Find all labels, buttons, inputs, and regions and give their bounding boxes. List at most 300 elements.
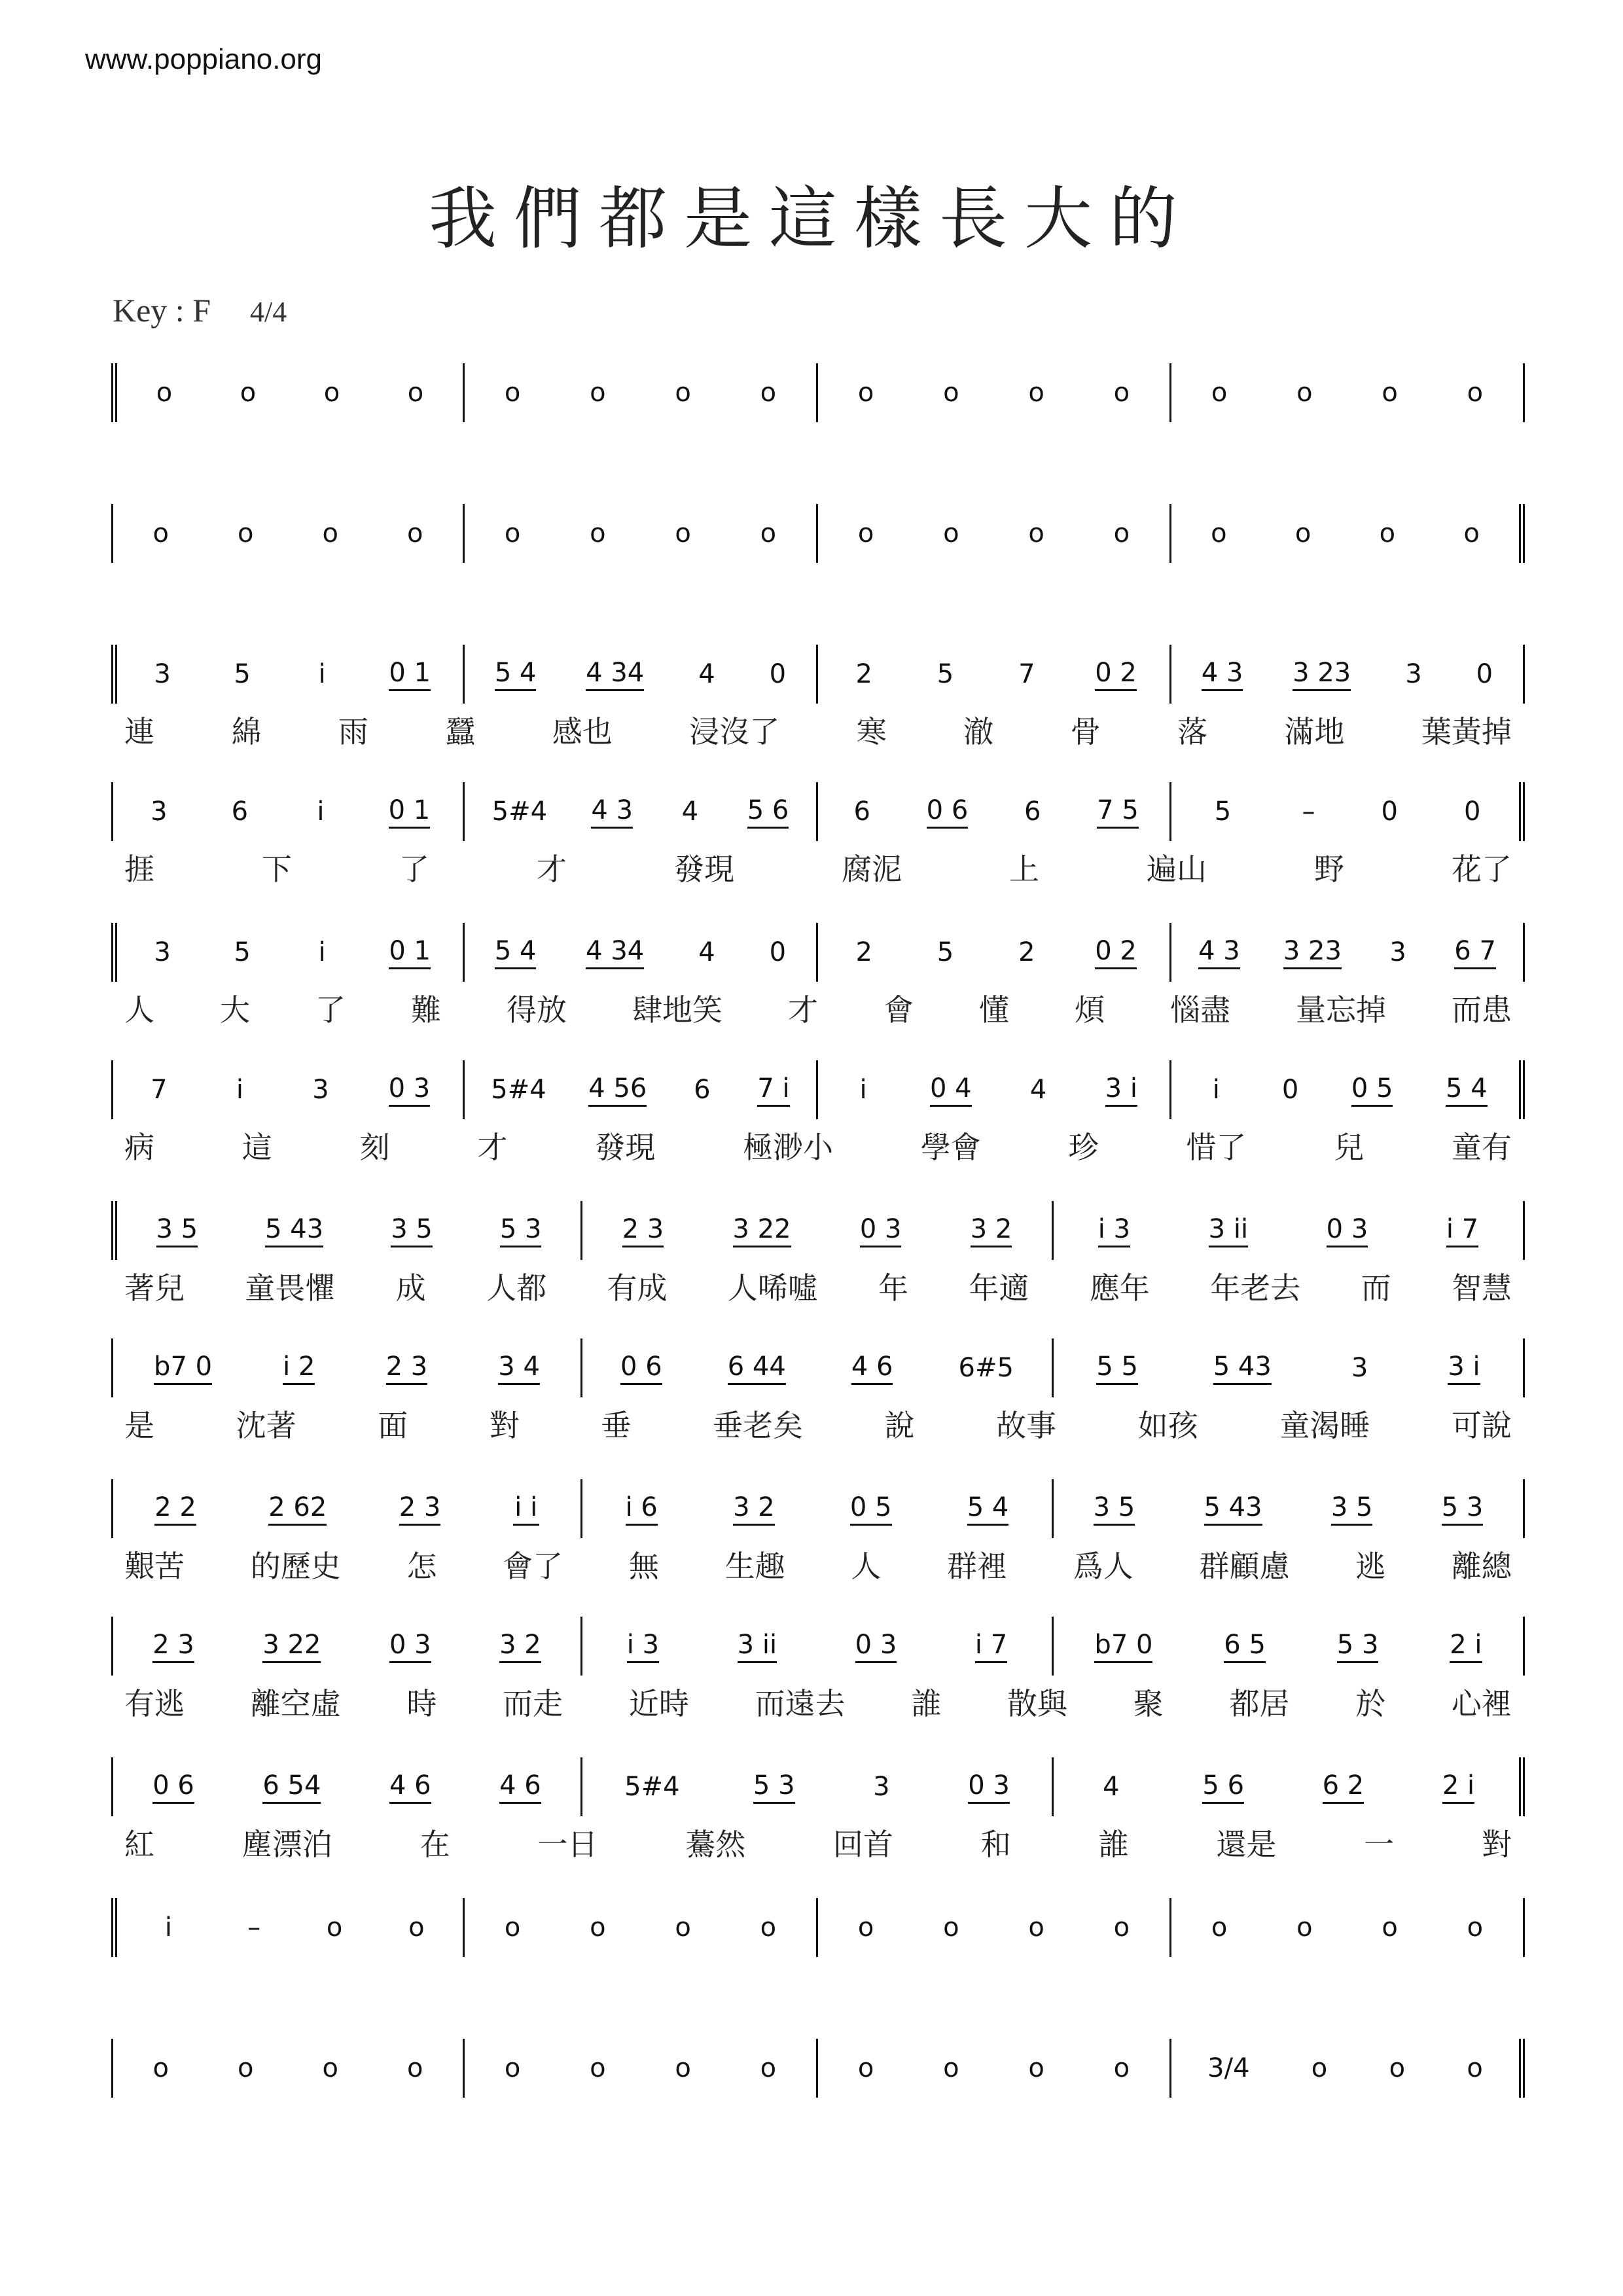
lyric-word: 近時	[628, 1686, 689, 1721]
lyric-word: 童渴睡	[1279, 1408, 1370, 1443]
lyric-word: 一	[1364, 1827, 1395, 1862]
lyric-word: 而	[1361, 1270, 1391, 1306]
lyric-word: 綿	[231, 714, 262, 749]
note: 4 34	[586, 658, 644, 691]
note: o	[1467, 1912, 1484, 1943]
note: 0 2	[1095, 658, 1137, 691]
note: i 3	[627, 1630, 659, 1663]
lyric-word: 難	[411, 992, 441, 1028]
note: i	[859, 1075, 867, 1105]
lyric-word: 有逃	[124, 1686, 185, 1721]
note: o	[1311, 2053, 1328, 2083]
note: 3 5	[156, 1214, 198, 1247]
lyric-word: 下	[262, 852, 292, 887]
note: o	[1382, 378, 1398, 408]
note: 4	[681, 797, 699, 827]
note: o	[760, 1912, 777, 1943]
score-system	[111, 1757, 1525, 1869]
note: o	[1296, 1912, 1313, 1943]
lyric-word: 才	[477, 1130, 508, 1165]
note: 0 1	[389, 795, 431, 829]
lyric-word: 落	[1177, 714, 1208, 749]
note: o	[590, 518, 606, 548]
lyric-word: 於	[1355, 1686, 1386, 1721]
notes-row	[111, 1898, 1525, 1957]
note: 0 3	[968, 1770, 1010, 1804]
lyric-word: 年	[878, 1270, 909, 1306]
note: o	[943, 378, 959, 408]
score-system	[111, 504, 1525, 563]
lyric-word: 而遠去	[755, 1686, 846, 1721]
note: i 2	[283, 1352, 315, 1385]
note: o	[1389, 2053, 1406, 2083]
measure	[818, 1060, 1171, 1119]
measure	[818, 2039, 1171, 2098]
note: 0	[769, 937, 787, 967]
note: 3 ii	[1209, 1214, 1248, 1247]
lyric-word: 塵漂泊	[241, 1827, 332, 1862]
lyrics-line	[111, 1119, 1525, 1172]
lyric-word: 人都	[486, 1270, 547, 1306]
note: 6	[694, 1075, 711, 1105]
lyric-word: 了	[399, 852, 429, 887]
note: 2 2	[154, 1492, 196, 1526]
note: 3 2	[971, 1214, 1012, 1247]
measure	[1054, 1479, 1525, 1538]
note: 0 3	[855, 1630, 897, 1663]
note: 6 7	[1454, 936, 1496, 969]
notes-row	[111, 1479, 1525, 1538]
note: o	[408, 1912, 425, 1943]
lyric-word: 對	[489, 1408, 520, 1443]
measure	[1171, 363, 1525, 422]
note: 5 3	[1442, 1492, 1484, 1526]
note: 4 3	[591, 795, 633, 829]
measure	[465, 504, 818, 563]
lyric-word: 時	[406, 1686, 437, 1721]
lyric-word: 而患	[1452, 992, 1512, 1028]
note: 5 3	[753, 1770, 795, 1804]
note: o	[857, 2053, 874, 2083]
note: 2	[1018, 937, 1035, 967]
note: o	[760, 518, 777, 548]
lyrics-line	[111, 1676, 1525, 1728]
note: –	[247, 1912, 261, 1943]
note: o	[407, 2053, 423, 2083]
note: 4 6	[851, 1352, 893, 1385]
lyric-word: 這	[241, 1130, 272, 1165]
measure	[1171, 923, 1525, 982]
note: 2 3	[399, 1492, 441, 1526]
measure	[582, 1757, 1054, 1816]
note: o	[675, 1912, 691, 1943]
note: 6 44	[728, 1352, 786, 1385]
lyric-word: 大	[220, 992, 250, 1028]
note: o	[1463, 518, 1480, 548]
note: 3 4	[498, 1352, 540, 1385]
note: 5 3	[500, 1214, 542, 1247]
note: 0	[1281, 1075, 1299, 1105]
measure	[111, 1617, 582, 1676]
lyric-word: 沈著	[236, 1408, 296, 1443]
lyric-word: 學會	[920, 1130, 981, 1165]
lyric-word: 發現	[595, 1130, 656, 1165]
note: i 7	[1446, 1214, 1478, 1247]
note: 3 23	[1283, 936, 1342, 969]
note: i 6	[626, 1492, 658, 1526]
lyrics-line	[111, 704, 1525, 756]
lyric-word: 童有	[1451, 1130, 1512, 1165]
measure	[111, 1060, 465, 1119]
lyric-word: 煩	[1075, 992, 1105, 1028]
lyric-word: 心裡	[1451, 1686, 1512, 1721]
lyric-word: 了	[315, 992, 346, 1028]
score-system	[111, 782, 1525, 893]
score-system	[111, 1338, 1525, 1450]
note: –	[1302, 797, 1315, 827]
note: o	[1113, 378, 1130, 408]
lyric-word: 離空虛	[250, 1686, 341, 1721]
note: o	[675, 518, 691, 548]
note: o	[407, 378, 424, 408]
note: 0	[769, 659, 787, 689]
note: 4 6	[389, 1770, 431, 1804]
measure	[582, 1479, 1054, 1538]
lyric-word: 怎	[406, 1549, 437, 1584]
lyric-word: 回首	[832, 1827, 893, 1862]
measure	[111, 2039, 465, 2098]
site-watermark: www.poppiano.org	[85, 43, 323, 75]
lyric-word: 的歷史	[250, 1549, 341, 1584]
note: o	[238, 518, 254, 548]
measure	[111, 504, 465, 563]
note: o	[504, 1912, 521, 1943]
lyric-word: 著兒	[124, 1270, 185, 1306]
lyric-word: 會	[883, 992, 914, 1028]
note: o	[857, 1912, 874, 1943]
notes-row	[111, 2039, 1525, 2098]
lyric-word: 年老去	[1210, 1270, 1301, 1306]
notes-row	[111, 1060, 1525, 1119]
note: 2 3	[386, 1352, 428, 1385]
note: i	[317, 797, 325, 827]
note: b7 0	[154, 1352, 212, 1385]
lyrics-line	[111, 1260, 1525, 1312]
note: o	[152, 2053, 169, 2083]
measure	[465, 923, 818, 982]
lyric-word: 逃	[1355, 1549, 1386, 1584]
note: 4 56	[588, 1073, 647, 1107]
lyric-word: 群裡	[947, 1549, 1008, 1584]
note: i	[318, 937, 326, 967]
note: o	[407, 518, 423, 548]
lyric-word: 澈	[963, 714, 994, 749]
note: 7 i	[757, 1073, 789, 1107]
score-system	[111, 2039, 1525, 2098]
note: 4	[698, 937, 715, 967]
measure	[465, 645, 818, 704]
lyric-word: 誰	[1098, 1827, 1129, 1862]
note: 3	[1405, 659, 1422, 689]
lyric-word: 花了	[1452, 852, 1512, 887]
note: o	[504, 378, 521, 408]
lyrics-line	[111, 841, 1525, 893]
lyric-word: 還是	[1216, 1827, 1277, 1862]
lyric-word: 聚	[1133, 1686, 1164, 1721]
note: 5 43	[265, 1214, 323, 1247]
note: 4 3	[1198, 936, 1240, 969]
lyric-word: 才	[537, 852, 567, 887]
lyric-word: 上	[1009, 852, 1039, 887]
measure	[1054, 1757, 1525, 1816]
note: 2 3	[622, 1214, 664, 1247]
note: 0 3	[389, 1630, 431, 1663]
lyric-word: 和	[980, 1827, 1011, 1862]
note: 5	[1214, 797, 1232, 827]
note: 0	[1464, 797, 1481, 827]
lyric-word: 都居	[1229, 1686, 1290, 1721]
note: 5	[234, 659, 251, 689]
note: 3 i	[1105, 1073, 1137, 1107]
lyric-word: 惜了	[1186, 1130, 1247, 1165]
note: i 7	[975, 1630, 1007, 1663]
lyric-word: 垂老矣	[712, 1408, 803, 1443]
score-system	[111, 1479, 1525, 1590]
lyric-word: 骨	[1070, 714, 1101, 749]
lyrics-line	[111, 982, 1525, 1034]
lyric-word: 懂	[979, 992, 1009, 1028]
measure	[111, 645, 465, 704]
measure	[1054, 1201, 1525, 1260]
notes-row	[111, 1757, 1525, 1816]
note: o	[1113, 1912, 1130, 1943]
note: o	[590, 1912, 606, 1943]
lyric-word: 人	[124, 992, 154, 1028]
lyric-word: 面	[378, 1408, 408, 1443]
note: 3	[312, 1075, 329, 1105]
note: 6 2	[1323, 1770, 1364, 1804]
measure	[111, 363, 465, 422]
note: 7 5	[1097, 795, 1139, 829]
note: 3 2	[499, 1630, 541, 1663]
note: 5 43	[1213, 1352, 1272, 1385]
note: o	[1028, 518, 1044, 548]
song-title: 我們都是這樣長大的	[428, 179, 1194, 259]
note: 3	[873, 1772, 890, 1802]
lyric-word: 而走	[503, 1686, 563, 1721]
lyric-word: 散與	[1007, 1686, 1068, 1721]
note: 6	[1024, 797, 1041, 827]
lyric-word: 群顧慮	[1199, 1549, 1290, 1584]
note: 3 5	[1094, 1492, 1135, 1526]
lyric-word: 艱苦	[124, 1549, 185, 1584]
lyric-word: 人唏噓	[727, 1270, 818, 1306]
note: o	[760, 2053, 777, 2083]
measure	[818, 645, 1171, 704]
lyric-word: 珍	[1068, 1130, 1099, 1165]
measure	[111, 782, 465, 841]
note: 5	[234, 937, 251, 967]
note: 5 4	[967, 1492, 1009, 1526]
note: o	[760, 378, 777, 408]
note: 3/4	[1207, 2053, 1250, 2083]
note: 0 3	[1327, 1214, 1368, 1247]
note: 0 3	[389, 1073, 431, 1107]
note: 0 3	[860, 1214, 902, 1247]
note: 6 54	[262, 1770, 321, 1804]
note: 2 62	[268, 1492, 327, 1526]
note: o	[1382, 1912, 1398, 1943]
lyrics-line	[111, 1816, 1525, 1869]
note: 2 i	[1450, 1630, 1482, 1663]
note: o	[322, 518, 338, 548]
note: 6#5	[958, 1353, 1014, 1383]
note: 5 4	[495, 936, 537, 969]
note: 3 5	[1331, 1492, 1373, 1526]
lyric-word: 應年	[1089, 1270, 1150, 1306]
lyric-word: 刻	[359, 1130, 390, 1165]
note: o	[1211, 1912, 1228, 1943]
note: 3	[151, 797, 168, 827]
note: o	[943, 2053, 959, 2083]
note: 3	[1389, 937, 1406, 967]
measure	[1054, 1617, 1525, 1676]
measure	[818, 504, 1171, 563]
lyric-word: 寒	[856, 714, 887, 749]
lyric-word: 智慧	[1451, 1270, 1512, 1306]
note: 2	[855, 659, 872, 689]
lyric-word: 兒	[1334, 1130, 1364, 1165]
time-signature: 4/4	[250, 296, 287, 328]
measure	[465, 1060, 818, 1119]
measure	[1171, 504, 1525, 563]
lyric-word: 蠶	[445, 714, 476, 749]
note: 5 6	[1202, 1770, 1244, 1804]
note: 3 22	[733, 1214, 791, 1247]
lyric-word: 生趣	[724, 1549, 785, 1584]
lyric-word: 才	[788, 992, 818, 1028]
note: o	[675, 378, 691, 408]
note: o	[240, 378, 257, 408]
measure	[1054, 1338, 1525, 1397]
note: 3 i	[1448, 1352, 1480, 1385]
notes-row	[111, 645, 1525, 704]
note: o	[1294, 518, 1311, 548]
measure	[111, 1201, 582, 1260]
note: 4	[698, 659, 715, 689]
lyric-word: 垂	[601, 1408, 632, 1443]
measure	[1171, 782, 1525, 841]
note: i 3	[1098, 1214, 1130, 1247]
note: 5 43	[1204, 1492, 1262, 1526]
measure	[111, 1479, 582, 1538]
note: 0	[1476, 659, 1493, 689]
lyric-word: 病	[124, 1130, 154, 1165]
note: o	[156, 378, 173, 408]
note: 0 6	[927, 795, 969, 829]
lyric-word: 如孩	[1137, 1408, 1198, 1443]
lyric-word: 童畏懼	[245, 1270, 336, 1306]
lyric-word: 在	[419, 1827, 450, 1862]
note: 5 5	[1096, 1352, 1138, 1385]
note: 7	[151, 1075, 168, 1105]
note: i i	[513, 1492, 539, 1526]
lyric-word: 發現	[674, 852, 734, 887]
note: 4 34	[586, 936, 644, 969]
note: o	[152, 518, 169, 548]
note: o	[504, 518, 521, 548]
measure	[582, 1338, 1054, 1397]
note: 4 6	[499, 1770, 541, 1804]
score-system	[111, 1060, 1525, 1172]
note: o	[675, 2053, 691, 2083]
measure	[818, 782, 1171, 841]
lyric-word: 無	[628, 1549, 659, 1584]
notes-row	[111, 504, 1525, 563]
note: 6	[853, 797, 870, 827]
note: 3	[154, 659, 171, 689]
note: 3 2	[733, 1492, 775, 1526]
measure	[465, 2039, 818, 2098]
note: 0 5	[850, 1492, 892, 1526]
score-system	[111, 1201, 1525, 1312]
note: 0	[1381, 797, 1398, 827]
note: o	[326, 1912, 343, 1943]
measure	[111, 1898, 465, 1957]
note: 5 4	[1446, 1073, 1488, 1107]
note: i	[1212, 1075, 1220, 1105]
score-system	[111, 363, 1525, 422]
notes-row	[111, 1617, 1525, 1676]
note: 3 ii	[738, 1630, 777, 1663]
notes-row	[111, 1201, 1525, 1260]
measure	[111, 1338, 582, 1397]
lyric-word: 雨	[338, 714, 368, 749]
lyric-word: 對	[1481, 1827, 1512, 1862]
lyric-word: 感也	[552, 714, 613, 749]
notes-row	[111, 923, 1525, 982]
note: o	[1113, 518, 1130, 548]
measure	[818, 923, 1171, 982]
lyric-word: 連	[124, 714, 154, 749]
note: 5 3	[1337, 1630, 1379, 1663]
note: o	[943, 1912, 959, 1943]
note: 5	[936, 937, 954, 967]
note: o	[857, 518, 874, 548]
lyric-word: 故事	[996, 1408, 1057, 1443]
note: 5	[936, 659, 954, 689]
lyric-word: 有成	[607, 1270, 668, 1306]
measure	[818, 1898, 1171, 1957]
lyric-word: 誰	[911, 1686, 942, 1721]
lyric-word: 腐泥	[842, 852, 902, 887]
lyric-word: 離總	[1451, 1549, 1512, 1584]
lyric-word: 極渺小	[742, 1130, 833, 1165]
note: o	[1296, 378, 1313, 408]
lyric-word: 肆地笑	[632, 992, 722, 1028]
lyric-word: 紅	[124, 1827, 154, 1862]
note: o	[943, 518, 959, 548]
note: 4	[1029, 1075, 1047, 1105]
note: o	[1211, 518, 1227, 548]
measure	[582, 1617, 1054, 1676]
notes-row	[111, 1338, 1525, 1397]
lyric-word: 捱	[124, 852, 154, 887]
lyrics-line	[111, 1397, 1525, 1450]
measure	[1171, 2039, 1525, 2098]
note: 3 23	[1293, 658, 1351, 691]
note: 0 6	[620, 1352, 662, 1385]
